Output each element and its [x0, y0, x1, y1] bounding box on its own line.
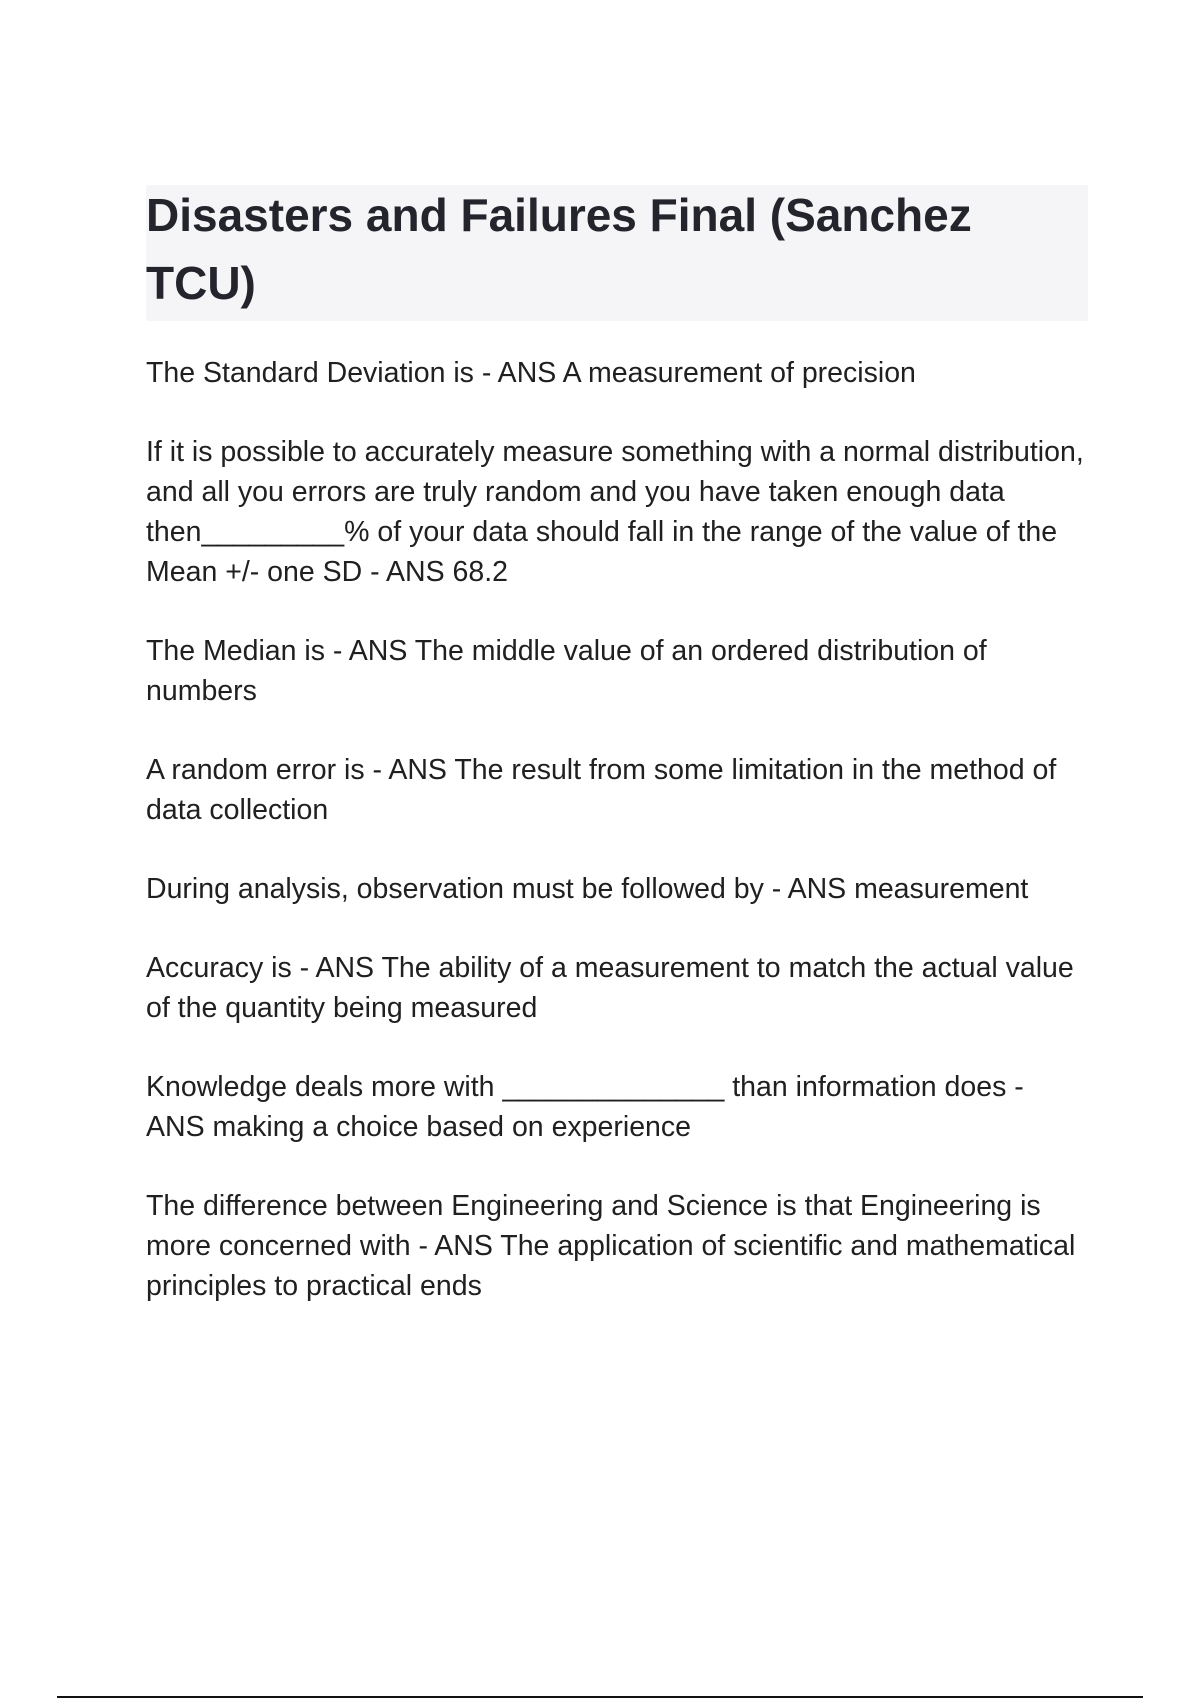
- qa-item: A random error is - ANS The result from some limitation in the method of data collection: [146, 754, 1057, 826]
- qa-item: If it is possible to accurately measure something with a normal distribution, and all you errors are truly random and you have taken enough data then_________% of your data should fall in the range of the value of the Mean +/- one SD - ANS 68.2: [146, 436, 1084, 588]
- qa-item: The difference between Engineering and Science is that Engineering is more concerned with - ANS The application of scientific and mathematical principles to practical ends: [146, 1190, 1076, 1302]
- qa-item: Knowledge deals more with ______________ than information does - ANS making a choice based on experience: [146, 1071, 1024, 1143]
- qa-list: [146, 353, 1086, 1345]
- page-bottom-rule: [57, 1696, 1143, 1698]
- qa-item: During analysis, observation must be followed by - ANS measurement: [146, 873, 1029, 905]
- document-title: Disasters and Failures Final (Sanchez TCU): [146, 189, 972, 309]
- qa-item: Accuracy is - ANS The ability of a measurement to match the actual value of the quantity being measured: [146, 952, 1074, 1024]
- qa-item: The Median is - ANS The middle value of an ordered distribution of numbers: [146, 635, 987, 707]
- qa-item: The Standard Deviation is - ANS A measurement of precision: [146, 357, 916, 389]
